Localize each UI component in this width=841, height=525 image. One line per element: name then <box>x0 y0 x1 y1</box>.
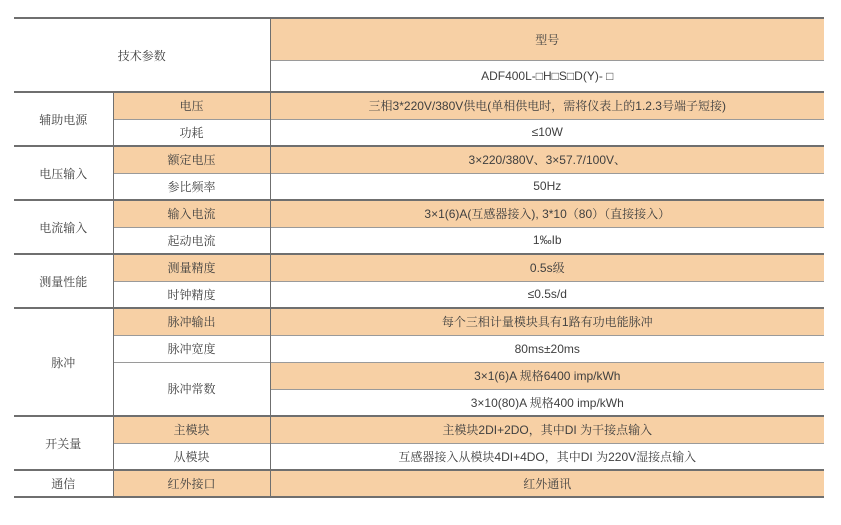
param-label-cell: 时钟精度 <box>113 281 270 308</box>
table-row <box>14 173 824 200</box>
param-label-cell: 脉冲常数 <box>113 362 270 416</box>
category-cell: 电压输入 <box>14 146 113 200</box>
param-value-cell: ≤10W <box>270 119 824 146</box>
table-row <box>14 146 824 173</box>
param-value-cell: ≤0.5s/d <box>270 281 824 308</box>
table-row <box>14 254 824 281</box>
table-row <box>14 200 824 227</box>
param-value-cell: 80ms±20ms <box>270 335 824 362</box>
param-value-cell: 3×1(6)A(互感器接入), 3*10（80）（直接接入） <box>270 200 824 227</box>
param-label-cell: 额定电压 <box>113 146 270 173</box>
param-label-cell: 脉冲宽度 <box>113 335 270 362</box>
param-value-cell: 主模块2DI+2DO，其中DI 为干接点输入 <box>270 416 824 443</box>
table-row <box>14 362 824 389</box>
category-cell: 测量性能 <box>14 254 113 308</box>
table-row <box>14 443 824 470</box>
param-value-cell: 3×1(6)A 规格6400 imp/kWh <box>270 362 824 389</box>
param-label-cell: 起动电流 <box>113 227 270 254</box>
param-label-cell: 主模块 <box>113 416 270 443</box>
category-cell: 脉冲 <box>14 308 113 416</box>
model-header-cell: 型号 <box>270 18 824 60</box>
param-label-cell: 功耗 <box>113 119 270 146</box>
param-label-cell: 红外接口 <box>113 470 270 497</box>
param-label-cell: 测量精度 <box>113 254 270 281</box>
table-row <box>14 308 824 335</box>
param-label-cell: 参比频率 <box>113 173 270 200</box>
param-label-cell: 输入电流 <box>113 200 270 227</box>
param-label-cell: 从模块 <box>113 443 270 470</box>
table-row <box>14 281 824 308</box>
param-value-cell: 互感器接入从模块4DI+4DO，其中DI 为220V湿接点输入 <box>270 443 824 470</box>
param-value-cell: 每个三相计量模块具有1路有功电能脉冲 <box>270 308 824 335</box>
model-value-cell: ADF400L-□H□S□D(Y)- □ <box>270 60 824 92</box>
table-row <box>14 416 824 443</box>
category-cell: 开关量 <box>14 416 113 470</box>
param-value-cell: 3×220/380V、3×57.7/100V、 <box>270 146 824 173</box>
table-row <box>14 335 824 362</box>
param-label-cell: 脉冲输出 <box>113 308 270 335</box>
param-label-cell: 电压 <box>113 92 270 119</box>
table-row <box>14 92 824 119</box>
category-cell: 辅助电源 <box>14 92 113 146</box>
table-row <box>14 470 824 497</box>
param-value-cell: 3×10(80)A 规格400 imp/kWh <box>270 389 824 416</box>
table-row <box>14 119 824 146</box>
param-value-cell: 三相3*220V/380V供电(单相供电时，需将仪表上的1.2.3号端子短接) <box>270 92 824 119</box>
param-value-cell: 50Hz <box>270 173 824 200</box>
param-value-cell: 红外通讯 <box>270 470 824 497</box>
tech-params-cell: 技术参数 <box>14 18 270 92</box>
table-row <box>14 227 824 254</box>
param-value-cell: 1‰Ib <box>270 227 824 254</box>
param-value-cell: 0.5s级 <box>270 254 824 281</box>
spec-table <box>14 17 824 498</box>
category-cell: 通信 <box>14 470 113 497</box>
category-cell: 电流输入 <box>14 200 113 254</box>
header-row-1 <box>14 18 824 60</box>
